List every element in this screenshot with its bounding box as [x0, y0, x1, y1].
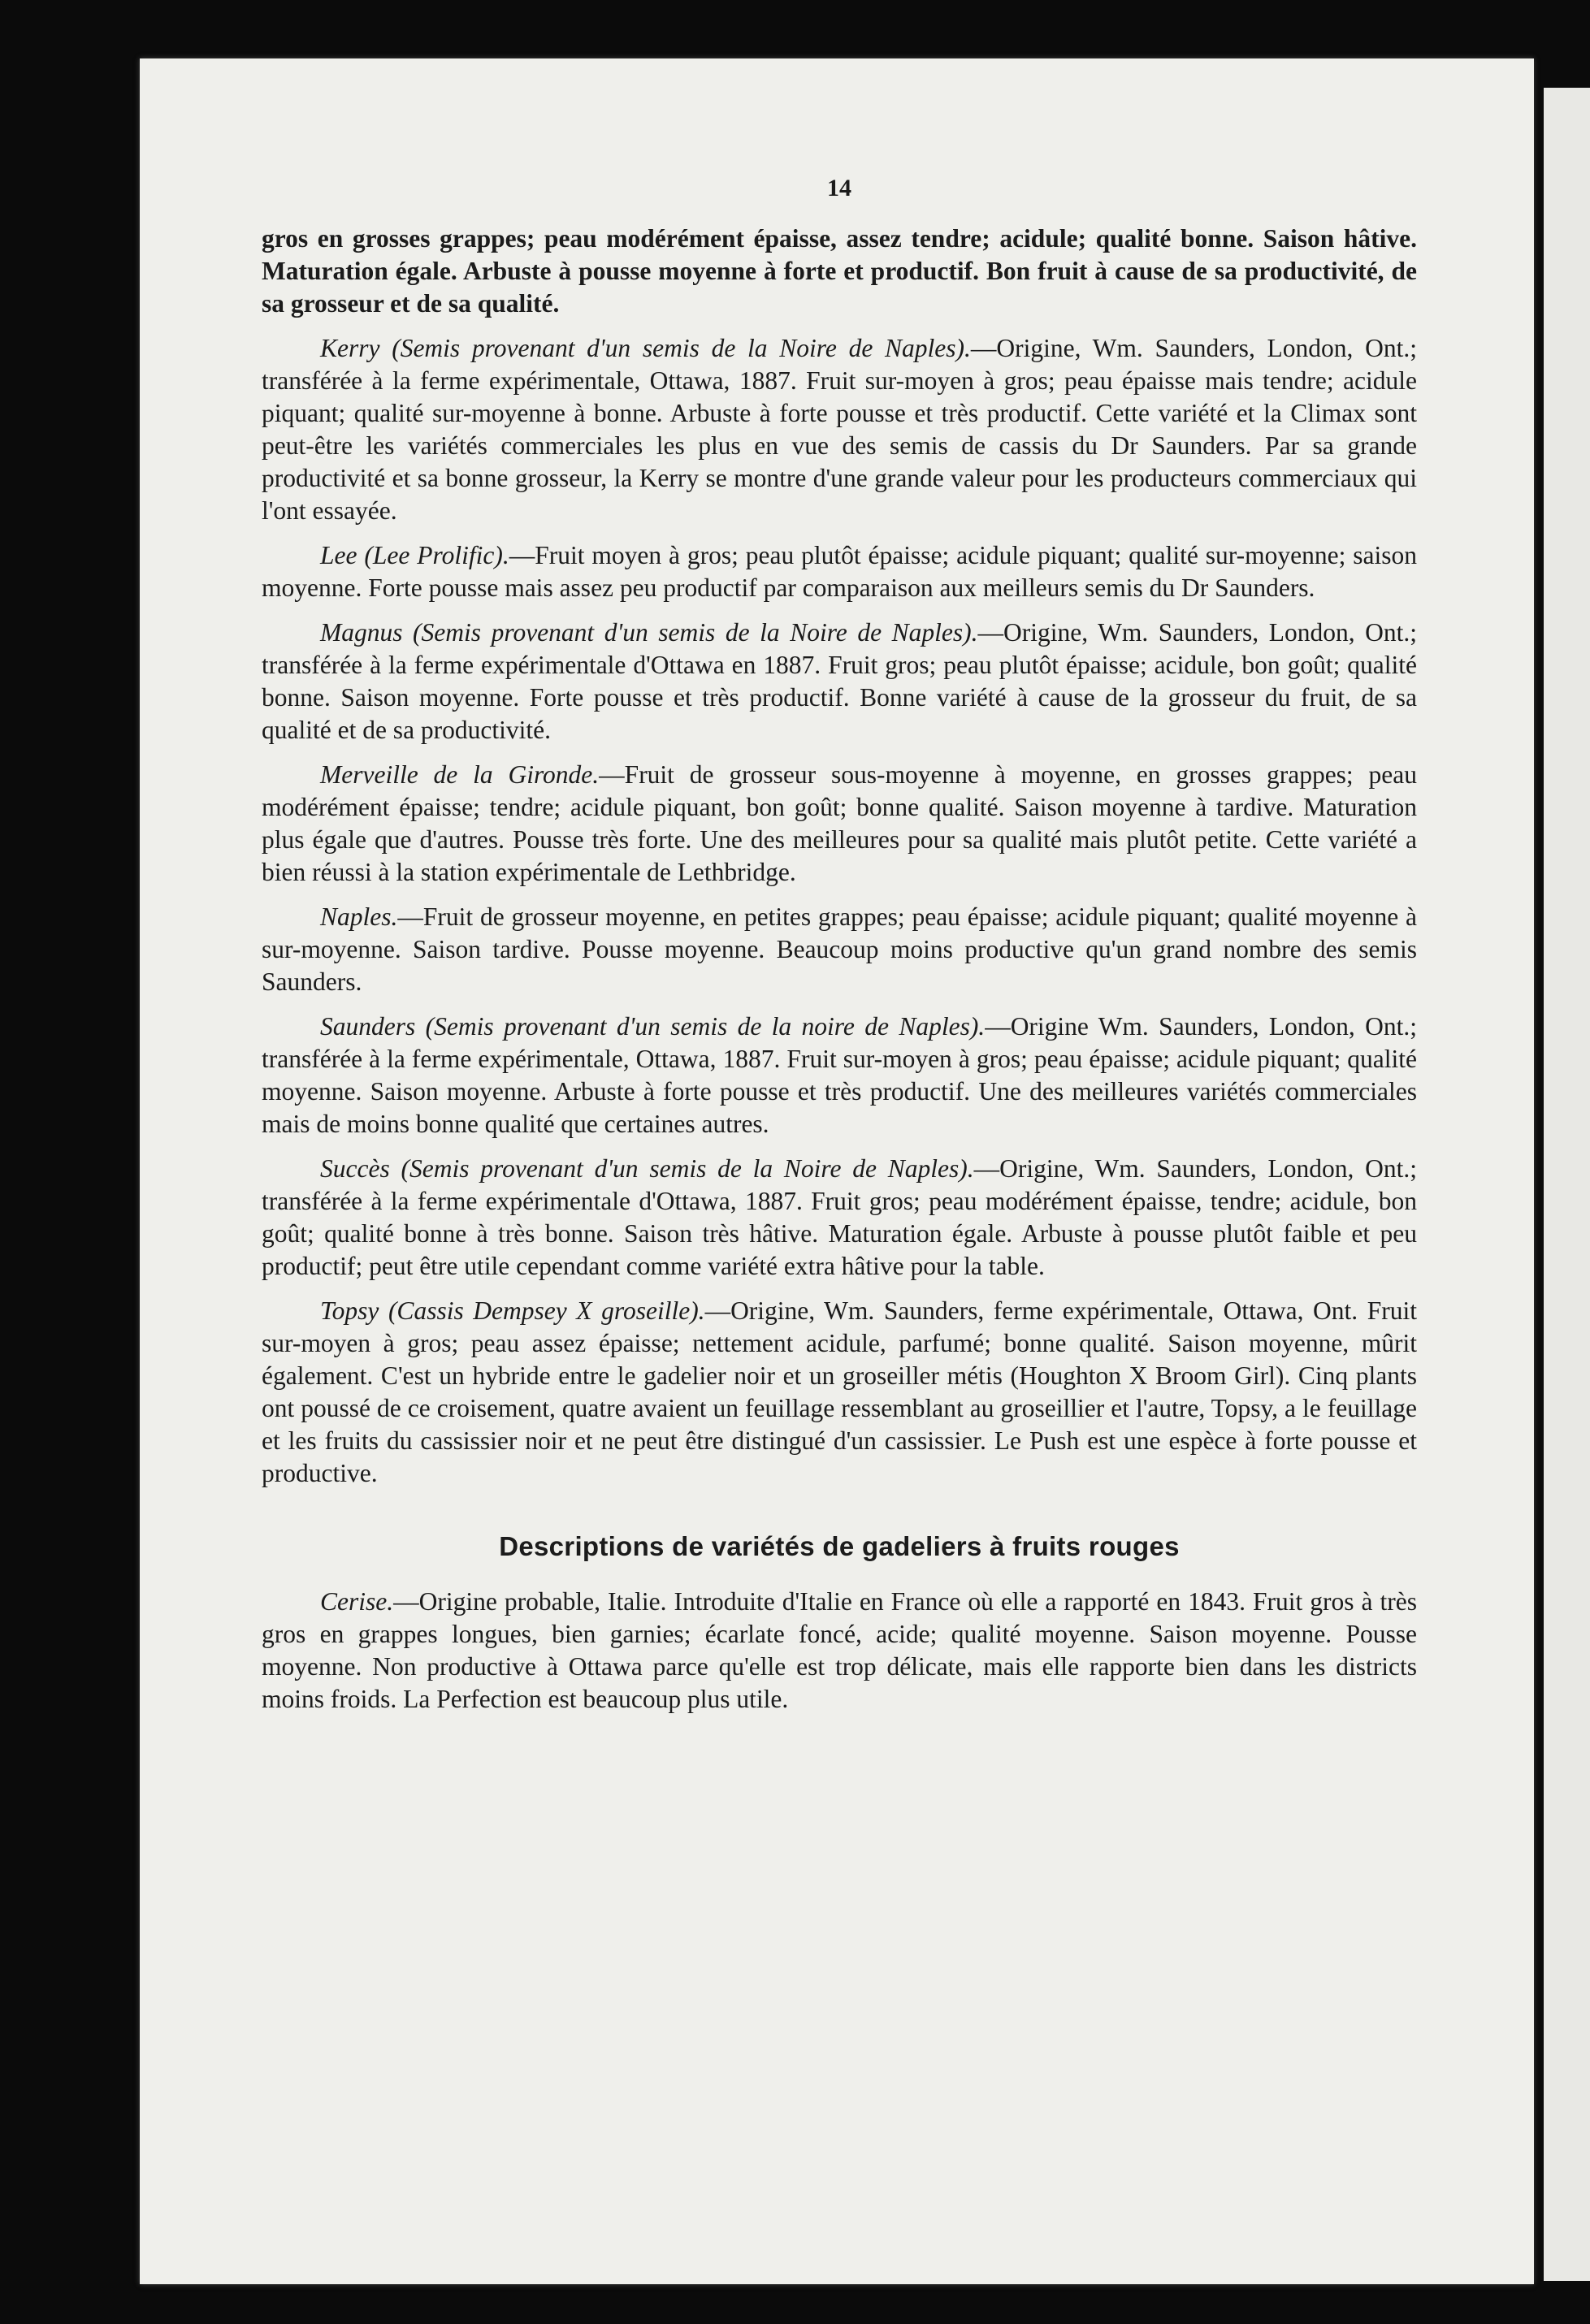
variety-name: Succès (Semis provenant d'un semis de la Noire de Naples). [320, 1154, 974, 1183]
variety-name: Magnus (Semis provenant d'un semis de la Noire de Naples). [320, 618, 978, 647]
adjacent-page-edge [1544, 88, 1590, 2281]
paragraph-kerry [262, 332, 1417, 527]
paragraph-saunders [262, 1011, 1417, 1140]
variety-name: Naples. [320, 902, 398, 931]
variety-description: —Origine Wm. Saunders, London, Ont.; transférée à la ferme expérimentale, Ottawa, 1887. Fruit sur-moyen à gros; peau épaisse; acidule piquant; qualité moyenne. Saison moyenne. Arbuste à forte pousse et très productif. Une des meilleures variétés commerciales mais de moins bonne qualité que certaines autres. [262, 1012, 1417, 1138]
variety-name: Topsy (Cassis Dempsey X groseille). [320, 1296, 705, 1325]
variety-description: gros en grosses grappes; peau modérément épaisse, assez tendre; acidule; qualité bonne. Saison hâtive. Maturation égale. Arbuste à pousse moyenne à forte et productif. Bon fruit à cause de sa productivité, de sa grosseur et de sa qualité. [262, 224, 1417, 318]
variety-description: —Origine, Wm. Saunders, London, Ont.; transférée à la ferme expérimentale d'Ottawa, 1887. Fruit gros; peau modérément épaisse, tendre; acidule, bon goût; qualité bonne à très bonne. Saison très hâtive. Maturation égale. Arbuste à pousse plutôt faible et peu productif; peut être utile cependant comme variété extra hâtive pour la table. [262, 1154, 1418, 1280]
variety-description: —Fruit moyen à gros; peau plutôt épaisse; acidule piquant; qualité sur-moyenne; saison moyenne. Forte pousse mais assez peu productif par comparaison aux meilleurs semis du Dr Saunders. [262, 541, 1418, 602]
variety-description: —Origine, Wm. Saunders, London, Ont.; transférée à la ferme expérimentale d'Ottawa en 1887. Fruit gros; peau plutôt épaisse; acidule, bon goût; qualité bonne. Saison moyenne. Forte pousse et très productif. Bonne variété à cause de la grosseur du fruit, de sa qualité et de sa productivité. [262, 618, 1418, 744]
paragraph-lee [262, 539, 1417, 604]
variety-name: Lee (Lee Prolific). [320, 541, 509, 569]
paragraph-topsy [262, 1295, 1417, 1490]
variety-description: —Origine, Wm. Saunders, London, Ont.; transférée à la ferme expérimentale, Ottawa, 1887. Fruit sur-moyen à gros; peau épaisse mais tendre; acidule piquant; qualité sur-moyenne à bonne. Arbuste à forte pousse et très productif. Cette variété et la Climax sont peut-être les variétés commerciales les plus en vue des semis de cassis du Dr Saunders. Par sa grande productivité et sa bonne grosseur, la Kerry se montre d'une grande valeur pour les producteurs commerciaux qui l'ont essayée. [262, 334, 1417, 525]
paragraph-succes [262, 1153, 1417, 1283]
variety-name: Cerise. [320, 1587, 394, 1616]
variety-name: Saunders (Semis provenant d'un semis de la noire de Naples). [320, 1012, 986, 1041]
variety-description: —Origine, Wm. Saunders, ferme expérimentale, Ottawa, Ont. Fruit sur-moyen à gros; peau assez épaisse; nettement acidule, parfumé; bonne qualité. Saison moyenne, mûrit également. C'est un hybride entre le gadelier noir et un groseiller métis (Houghton X Broom Girl). Cinq plants ont poussé de ce croisement, quatre avaient un feuillage ressemblant au groseillier et l'autre, Topsy, a le feuillage et les fruits du cassissier noir et ne peut être distingué d'un cassissier. Le Push est une espèce à forte pousse et productive. [262, 1296, 1418, 1487]
page-number: 14 [827, 175, 851, 201]
paragraph-merveille [262, 759, 1417, 889]
paragraph-magnus [262, 617, 1417, 747]
section-heading: Descriptions de variétés de gadeliers à fruits rouges [499, 1531, 1180, 1561]
variety-description: —Fruit de grosseur moyenne, en petites grappes; peau épaisse; acidule piquant; qualité moyenne à sur-moyenne. Saison tardive. Pousse moyenne. Beaucoup moins productive qu'un grand nombre des semis Saunders. [262, 902, 1417, 996]
variety-description: —Origine probable, Italie. Introduite d'Italie en France où elle a rapporté en 1843. Fruit gros à très gros en grappes longues, bien garnies; écarlate foncé, acide; qualité moyenne. Saison moyenne. Pousse moyenne. Non productive à Ottawa parce qu'elle est trop délicate, mais elle rapporte bien dans les districts moins froids. La Perfection est beaucoup plus utile. [262, 1587, 1417, 1713]
variety-description: —Fruit de grosseur sous-moyenne à moyenne, en grosses grappes; peau modérément épaisse; tendre; acidule piquant, bon goût; bonne qualité. Saison moyenne à tardive. Maturation plus égale que d'autres. Pousse très forte. Une des meilleures pour sa qualité mais plutôt petite. Cette variété a bien réussi à la station expérimentale de Lethbridge. [262, 760, 1418, 886]
document-page [140, 58, 1534, 2284]
paragraph-continuation [262, 223, 1417, 320]
paragraph-cerise [262, 1586, 1417, 1716]
paragraph-naples [262, 901, 1417, 998]
page-content [262, 172, 1417, 1728]
variety-name: Merveille de la Gironde. [320, 760, 600, 789]
variety-name: Kerry (Semis provenant d'un semis de la Noire de Naples). [320, 334, 971, 362]
